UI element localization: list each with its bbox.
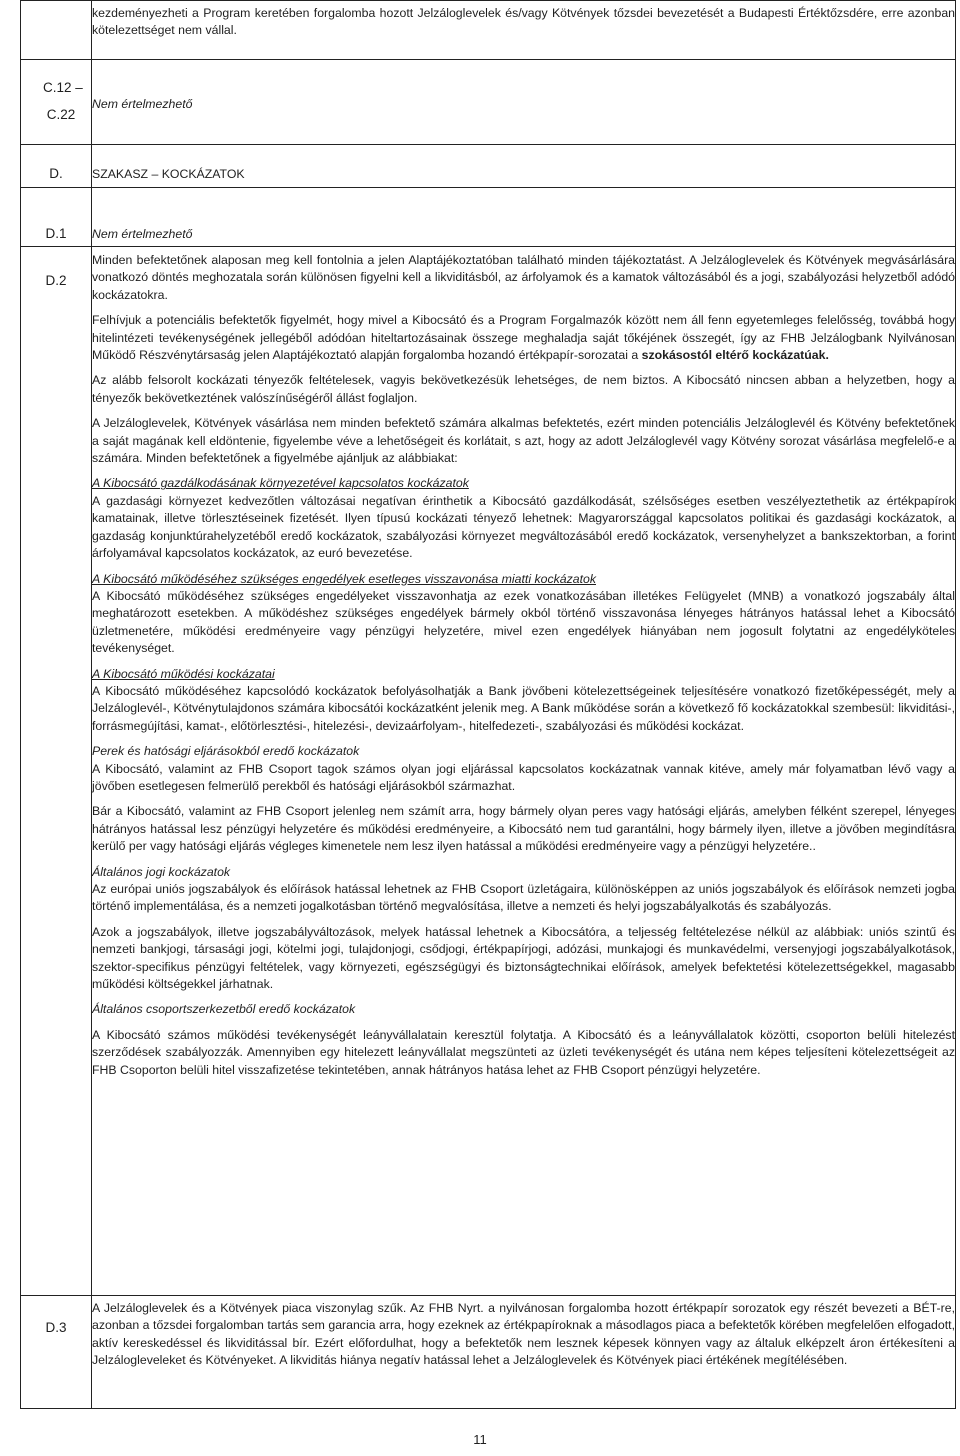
- d2-subheading: A Kibocsátó működéséhez szükséges engedélyek esetleges visszavonása miatti kockázatok: [92, 571, 596, 586]
- page-number: 11: [473, 1432, 487, 1447]
- row-label-d1-cell: [21, 188, 92, 247]
- d3-paragraph: A Jelzáloglevelek és a Kötvények piaca viszonylag szűk. Az FHB Nyrt. a nyilvánosan forgalomba hozott értékpapír sorozatok egy részét bevezeti a BÉT-re, azonban a tőzsdei forgalomban tartás sem garancia arra, hogy ezeknek az értékpapíroknak a másodlagos piaca a befektetők körében megfelelően elfogadott, aktív kereskedéssel és likviditással bír. Ezért előfordulhat, hogy a befektetők nem lesznek képesek könnyen vagy az általuk elképzelt áron értékesíteni a Jelzálogleveleket és Kötvényeket. A likviditás hiánya negatív hatással lehet a Jelzáloglevelek és Kötvények piaci értékének megítélésében.: [92, 1301, 955, 1368]
- d2-paragraph: Minden befektetőnek alaposan meg kell fontolnia a jelen Alaptájékoztatóban található minden tájékoztatást. A Jelzáloglevelek és Kötvények megvásárlására vonatkozó döntés meghozatala során különösen figyelni kell a likviditásból, az árfolyamok és a kamatok változásából és a jogi, szabályozási helyzetből adódó kockázatokra.: [92, 253, 955, 302]
- row-label-d3: D.3: [45, 1320, 67, 1335]
- d2-subheading: Általános jogi kockázatok: [92, 864, 231, 879]
- d2-subheading: A Kibocsátó gazdálkodásának környezetével kapcsolatos kockázatok: [92, 476, 469, 491]
- table-row: [21, 188, 956, 247]
- d2-paragraph: A Kibocsátó számos működési tevékenységét leányvállalatain keresztül folytatja. A Kibocsátó és a leányvállalatok közötti, csoporton belüli hitelezést szerződések szabályozzák. Amennyiben egy hitelezett leányvállalat megszünteti az üzleti tevékenységét és utána nem képes teljesíteni kötelezettségeit az FHB Csoporton belüli hitel visszafizetése tekintetében, annak hátrányos hatása lehet az FHB Csoport pénzügyi helyzetére.: [92, 1027, 955, 1077]
- intro-text: kezdeményezheti a Program keretében forgalomba hozott Jelzáloglevelek és/vagy Kötvények tőzsdei bevezetését a Budapesti Értéktőzsdére, erre azonban kötelezettséget nem vállal.: [92, 1, 956, 60]
- d2-bold-text: szokásostól eltérő kockázatúak.: [641, 348, 829, 363]
- row-label-c12: C.12 –: [43, 80, 83, 95]
- d2-subheading: A Kibocsátó működési kockázatai: [92, 666, 275, 681]
- d2-content: [92, 247, 956, 1296]
- row-label-c12-c22: [21, 60, 92, 145]
- d2-paragraph: Az európai uniós jogszabályok és előírások hatással lehetnek az FHB Csoport üzletágaira, különösképpen az uniós jogszabályok és előírások nemzeti jogba történő implementálása, és a nemzeti jogalkotásban történő megvalósítása, illetve a nemzeti és helyi jogszabályalkotás és szabályozás.: [92, 882, 955, 914]
- row-label-d2: D.2: [45, 273, 67, 288]
- table-row: [21, 247, 956, 1296]
- c12-c22-text: Nem értelmezhető: [92, 60, 956, 145]
- d2-paragraph-text: Felhívjuk a potenciális befektetők figyelmét, hogy mivel a Kibocsátó és a Program Forgalmazók között nem áll fenn egyetemleges felelősség, továbbá hogy hitelintézeti tevékenységének jellegéből adódóan hiteltartozásainak összege meghaladja saját tőkéjének összegét, így az FHB Jelzálogbank Nyilvánosan Működő Részvénytársaság jelen Alaptájékoztató alapján forgalomba hozandó értékpapír-sorozatai a: [92, 313, 955, 363]
- d2-paragraph: A Jelzáloglevelek, Kötvények vásárlása nem minden befektető számára alkalmas befektetés, ezért minden potenciális Jelzáloglevél és Kötvény befektetőnek a saját magának kell eldöntenie, figyelembe véve a lehetőségeit és korlátait, s azt, hogy az adott Jelzáloglevél vagy Kötvény sorozat vásárlása megfelelő-e a számára. Minden befektetőnek a figyelmébe ajánljuk az alábbiakat:: [92, 416, 955, 466]
- d2-paragraph: A Kibocsátó működéséhez szükséges engedélyeket visszavonhatja az ezek vonatkozásában illetékes Felügyelet (MNB) a vonatkozó jogszabály által meghatározott esetekben. A működéshez szükséges engedélyek bármely okból történő visszavonása lényeges hátrányos hatással lehet a Kibocsátó üzletmenetére, működési eredményeire vagy pénzügyi helyzetére, mivel ezen engedélyek hiányában nem jogosult folytatni az engedélyköteles tevékenységet.: [92, 588, 955, 656]
- row-label-d3-cell: [21, 1296, 92, 1409]
- d2-paragraph: A Kibocsátó működéséhez kapcsolódó kockázatok befolyásolhatják a Bank jövőbeni kötelezettségeinek teljesítésére vonatkozó fizetőképességét, mely a Jelzáloglevél-, Kötvénytulajdonos számára kibocsátói kockázatként jelenik meg. A Bank működése során a következő fő kockázatokkal szembesül: likviditási-, forrásmegújítási, kamat-, előtörlesztési-, hitelezési-, devizaárfolyam-, hitelfedezeti-, szabályozási és működési kockázat.: [92, 683, 955, 733]
- table-row: [21, 1, 956, 60]
- d2-subheading: Perek és hatósági eljárásokból eredő kockázatok: [92, 744, 360, 759]
- table-row: [21, 145, 956, 188]
- section-letter: D.: [49, 166, 63, 181]
- section-title: SZAKASZ – KOCKÁZATOK: [92, 145, 956, 188]
- row-label-c22: C.22: [46, 107, 76, 122]
- row-label-d1: D.1: [45, 226, 67, 241]
- d2-paragraph: A gazdasági környezet kedvezőtlen változásai negatívan érinthetik a Kibocsátó gazdálkodását, szélsőséges esetben veszélyeztethetik az értékpapírok kamatainak, illetve törlesztéseinek fizetését. Ilyen típusú kockázati tényező lehetnek: Magyarországgal kapcsolatos politikai és gazdasági kockázatok, a gazdaság konjunktúrahelyzetéből eredő kockázatok, szabályozási környezet megváltozásából eredő kockázatok, versenyhelyzet a bankszektorban, a forint árfolyamával kapcsolatos kockázatok, az euró bevezetése.: [92, 493, 955, 561]
- row-label-d: [21, 145, 92, 188]
- d1-text: Nem értelmezhető: [92, 188, 956, 247]
- table-row: [21, 60, 956, 145]
- d2-paragraph: Azok a jogszabályok, illetve jogszabályváltozások, melyek hatással lehetnek a Kibocsátóra, a teljesség feltételezése nélkül az alábbiak: uniós szintű és nemzeti bankjogi, társasági jogi, kötelmi jogi, tulajdonjogi, csődjogi, értékpapírjogi, adózási, munkajogi és munkavédelmi, versenyjogi jogszabályalkotások, szektor-specifikus pénzügyi feltételek, vagy környezeti, egészségügyi és biztonságtechnikai előírások, amelyek befektetési kötelezettségekkel, magasabb működési költségekkel járhatnak.: [92, 924, 955, 992]
- d2-paragraph: [92, 312, 955, 364]
- row-label-d2-cell: [21, 247, 92, 1296]
- d2-paragraph: A Kibocsátó, valamint az FHB Csoport tagok számos olyan jogi eljárással kapcsolatos kockázatnak vannak kitéve, amely már folyamatban lévő vagy a jövőben esetlegesen felmerülő perekből és hatósági eljárásokból származhat.: [92, 761, 955, 793]
- d2-subheading: Általános csoportszerkezetből eredő kockázatok: [92, 1002, 356, 1017]
- row-label-empty: [21, 1, 92, 60]
- d2-paragraph: Az alább felsorolt kockázati tényezők feltételesek, vagyis bekövetkezésük lehetséges, de nem biztos. A Kibocsátó nincsen abban a helyzetben, hogy a tényezők bekövetkeztének valószínűségéről állást foglaljon.: [92, 373, 955, 405]
- d2-paragraph: Bár a Kibocsátó, valamint az FHB Csoport jelenleg nem számít arra, hogy bármely olyan peres vagy hatósági eljárás, amelyben félként szerepel, lényeges hátrányos hatással lesz pénzügyi helyzetére és működési eredményeire, a Kibocsátó nem tud garantálni, hogy bármely ilyen, illetve a jövőben megindításra kerülő per vagy hatósági eljárás végleges kimenetele nem lesz ilyen hatással a működési eredményeire vagy a pénzügyi helyzetére..: [92, 804, 955, 854]
- table-row: [21, 1296, 956, 1409]
- summary-table: [20, 0, 956, 1409]
- d3-content: [92, 1296, 956, 1409]
